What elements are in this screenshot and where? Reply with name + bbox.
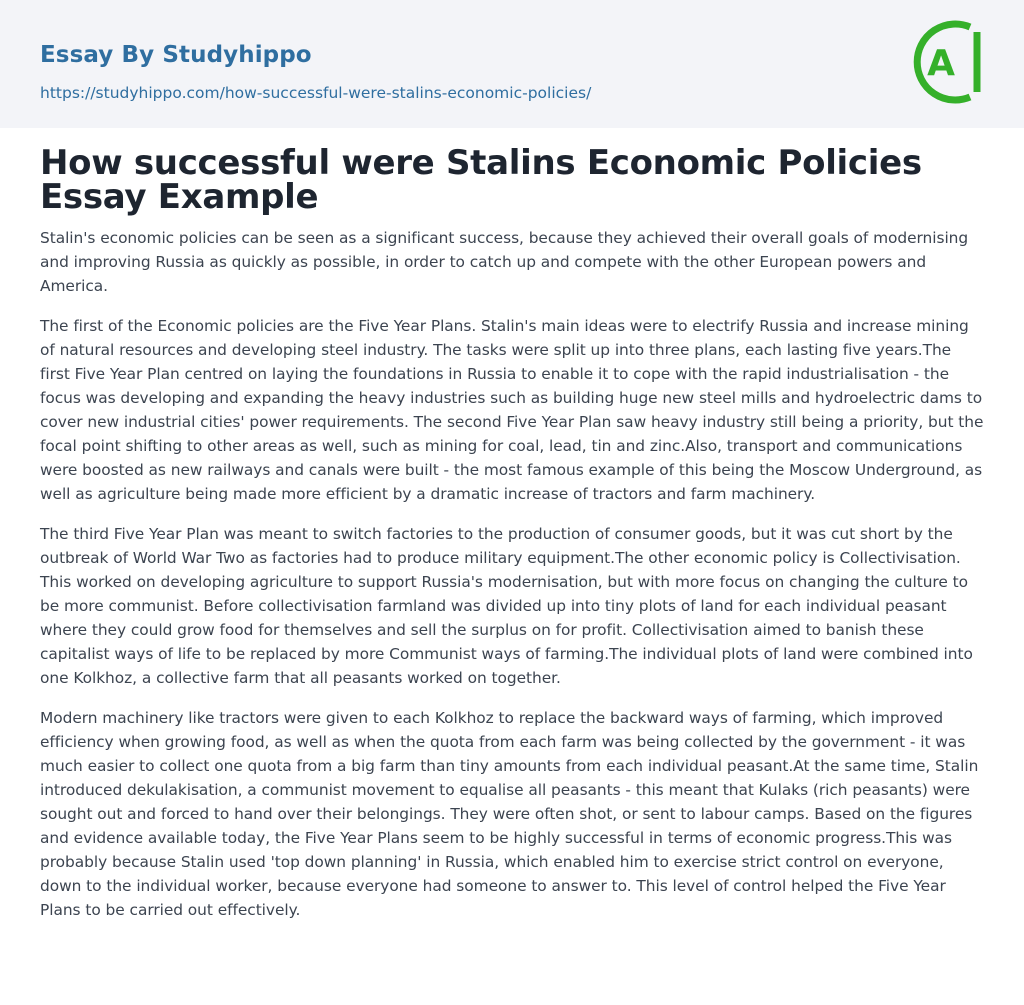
- page-title: How successful were Stalins Economic Policies Essay Example: [40, 143, 922, 217]
- logo-letter: A: [927, 43, 955, 84]
- studyhippo-logo-icon[interactable]: [908, 18, 988, 106]
- essay-url-link[interactable]: https://studyhippo.com/how-successful-were-stalins-economic-policies/: [40, 84, 592, 102]
- paragraph: Stalin's economic policies can be seen as a significant success, because they achieved their overall goals of modernising and improving Russia as quickly as possible, in order to catch up and compete with the other European powers and America.: [40, 229, 969, 295]
- site-header: [0, 0, 1024, 128]
- article-body: [0, 143, 1024, 922]
- paragraph: Modern machinery like tractors were given to each Kolkhoz to replace the backward ways of farming, which improved efficiency when growing food, as well as when the quota from each farm was being collected by the government - it was much easier to collect one quota from a big farm than tiny amounts from each individual peasant.At the same time, Stalin introduced dekulakisation, a communist movement to equalise all peasants - this meant that Kulaks (rich peasants) were sought out and forced to hand over their belongings. They were often shot, or sent to labour camps. Based on the figures and evidence available today, the Five Year Plans seem to be highly successful in terms of economic progress.This was probably because Stalin used 'top down planning' in Russia, which enabled him to exercise strict control on everyone, down to the individual worker, because everyone had someone to answer to. This level of control helped the Five Year Plans to be carried out effectively.: [40, 709, 979, 919]
- paragraph: The third Five Year Plan was meant to switch factories to the production of consumer goods, but it was cut short by the outbreak of World War Two as factories had to produce military equipment.The other economic policy is Collectivisation. This worked on developing agriculture to support Russia's modernisation, but with more focus on changing the culture to be more communist. Before collectivisation farmland was divided up into tiny plots of land for each individual peasant where they could grow food for themselves and sell the surplus on for profit. Collectivisation aimed to banish these capitalist ways of life to be replaced by more Communist ways of farming.The individual plots of land were combined into one Kolkhoz, a collective farm that all peasants worked on together.: [40, 525, 973, 687]
- paragraph: The first of the Economic policies are the Five Year Plans. Stalin's main ideas were to electrify Russia and increase mining of natural resources and developing steel industry. The tasks were split up into three plans, each lasting five years.The first Five Year Plan centred on laying the foundations in Russia to enable it to cope with the rapid industrialisation - the focus was developing and expanding the heavy industries such as building huge new steel mills and hydroelectric dams to cover new industrial cities' power requirements. The second Five Year Plan saw heavy industry still being a priority, but the focal point shifting to other areas as well, such as mining for coal, lead, tin and zinc.Also, transport and communications were boosted as new railways and canals were built - the most famous example of this being the Moscow Underground, as well as agriculture being made more efficient by a dramatic increase of tractors and farm machinery.: [40, 317, 984, 503]
- site-brand[interactable]: Essay By Studyhippo: [40, 42, 312, 68]
